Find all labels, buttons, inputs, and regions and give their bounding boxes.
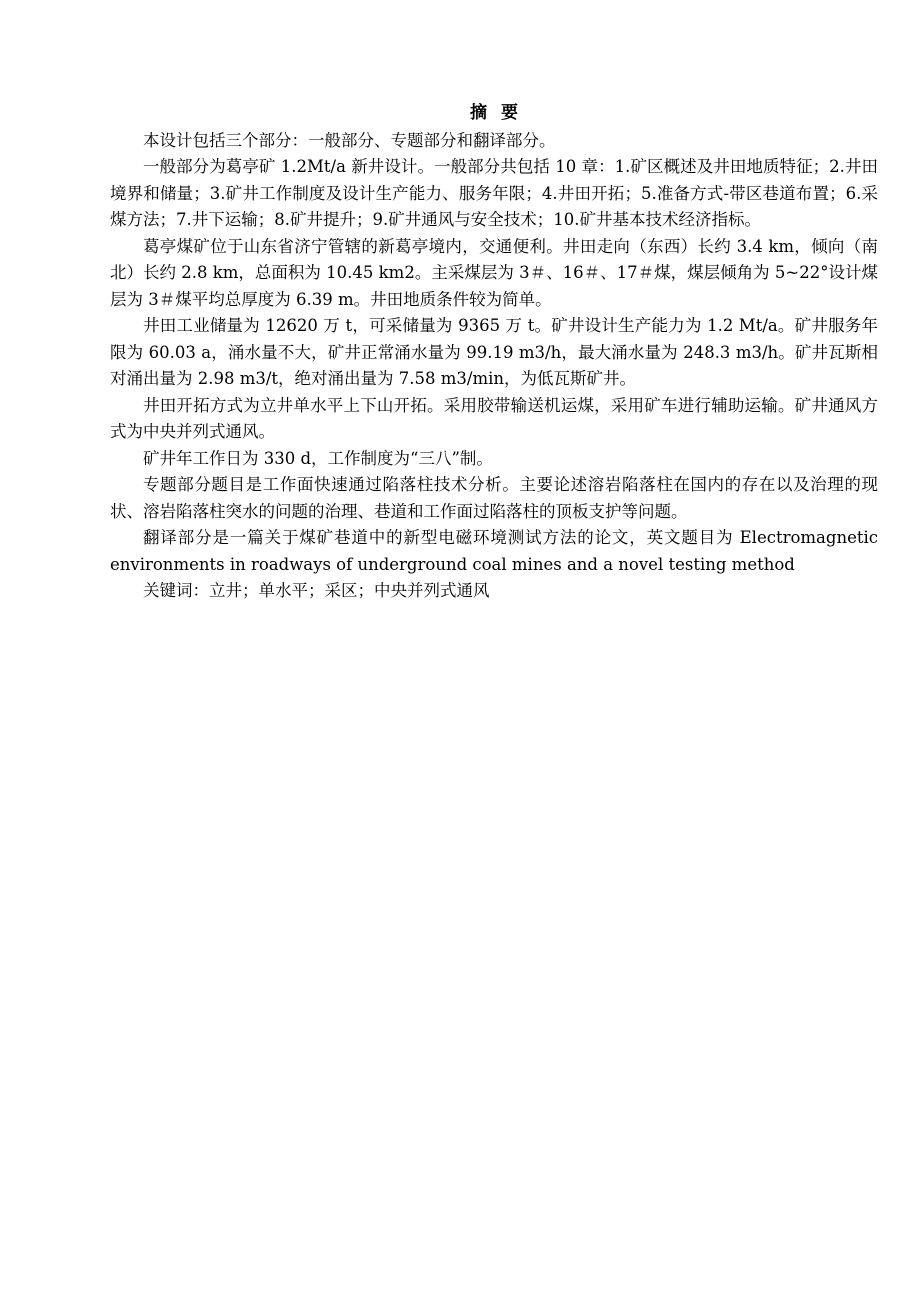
reserves-paragraph: 井田工业储量为 12620 万 t，可采储量为 9365 万 t。矿井设计生产能力为 1.2 Mt/a。矿井服务年限为 60.03 a，涌水量不大，矿井正常涌水量为 99.19 m3/h，最大涌水量为 248.3 m3/h。矿井瓦斯相对涌出量为 2.98 m3/t，绝对涌出量为 7.58 m3/min，为低瓦斯矿井。	[110, 316, 878, 388]
translation-paragraph: 翻译部分是一篇关于煤矿巷道中的新型电磁环境测试方法的论文，英文题目为 Electromagnetic environments in roadways of underground coal mines and a novel testing method	[110, 528, 878, 574]
abstract-intro-paragraph: 本设计包括三个部分：一般部分、专题部分和翻译部分。	[143, 130, 556, 150]
special-topic-paragraph: 专题部分题目是工作面快速通过陷落柱技术分析。主要论述溶岩陷落柱在国内的存在以及治理的现状、溶岩陷落柱突水的问题的治理、巷道和工作面过陷落柱的顶板支护等问题。	[110, 475, 878, 521]
work-schedule-paragraph: 矿井年工作日为 330 d，工作制度为“三八”制。	[143, 448, 493, 468]
keywords-paragraph: 关键词：立井；单水平；采区；中央并列式通风	[143, 581, 490, 600]
abstract-page	[110, 100, 878, 605]
general-part-paragraph: 一般部分为葛亭矿 1.2Mt/a 新井设计。一般部分共包括 10 章：1.矿区概述及井田地质特征；2.井田境界和储量；3.矿井工作制度及设计生产能力、服务年限；4.井田开拓；5.准备方式-带区巷道布置；6.采煤方法；7.井下运输；8.矿井提升；9.矿井通风与安全技术；10.矿井基本技术经济指标。	[110, 157, 878, 229]
development-paragraph: 井田开拓方式为立井单水平上下山开拓。采用胶带输送机运煤，采用矿车进行辅助运输。矿井通风方式为中央并列式通风。	[110, 395, 878, 441]
mine-location-paragraph: 葛亭煤矿位于山东省济宁管辖的新葛亭境内，交通便利。井田走向（东西）长约 3.4 km，倾向（南北）长约 2.8 km，总面积为 10.45 km2。主采煤层为 3＃、16＃、17＃煤，煤层倾角为 5~22°设计煤层为 3＃煤平均总厚度为 6.39 m。井田地质条件较为简单。	[110, 236, 878, 309]
abstract-title: 摘要	[470, 103, 532, 123]
